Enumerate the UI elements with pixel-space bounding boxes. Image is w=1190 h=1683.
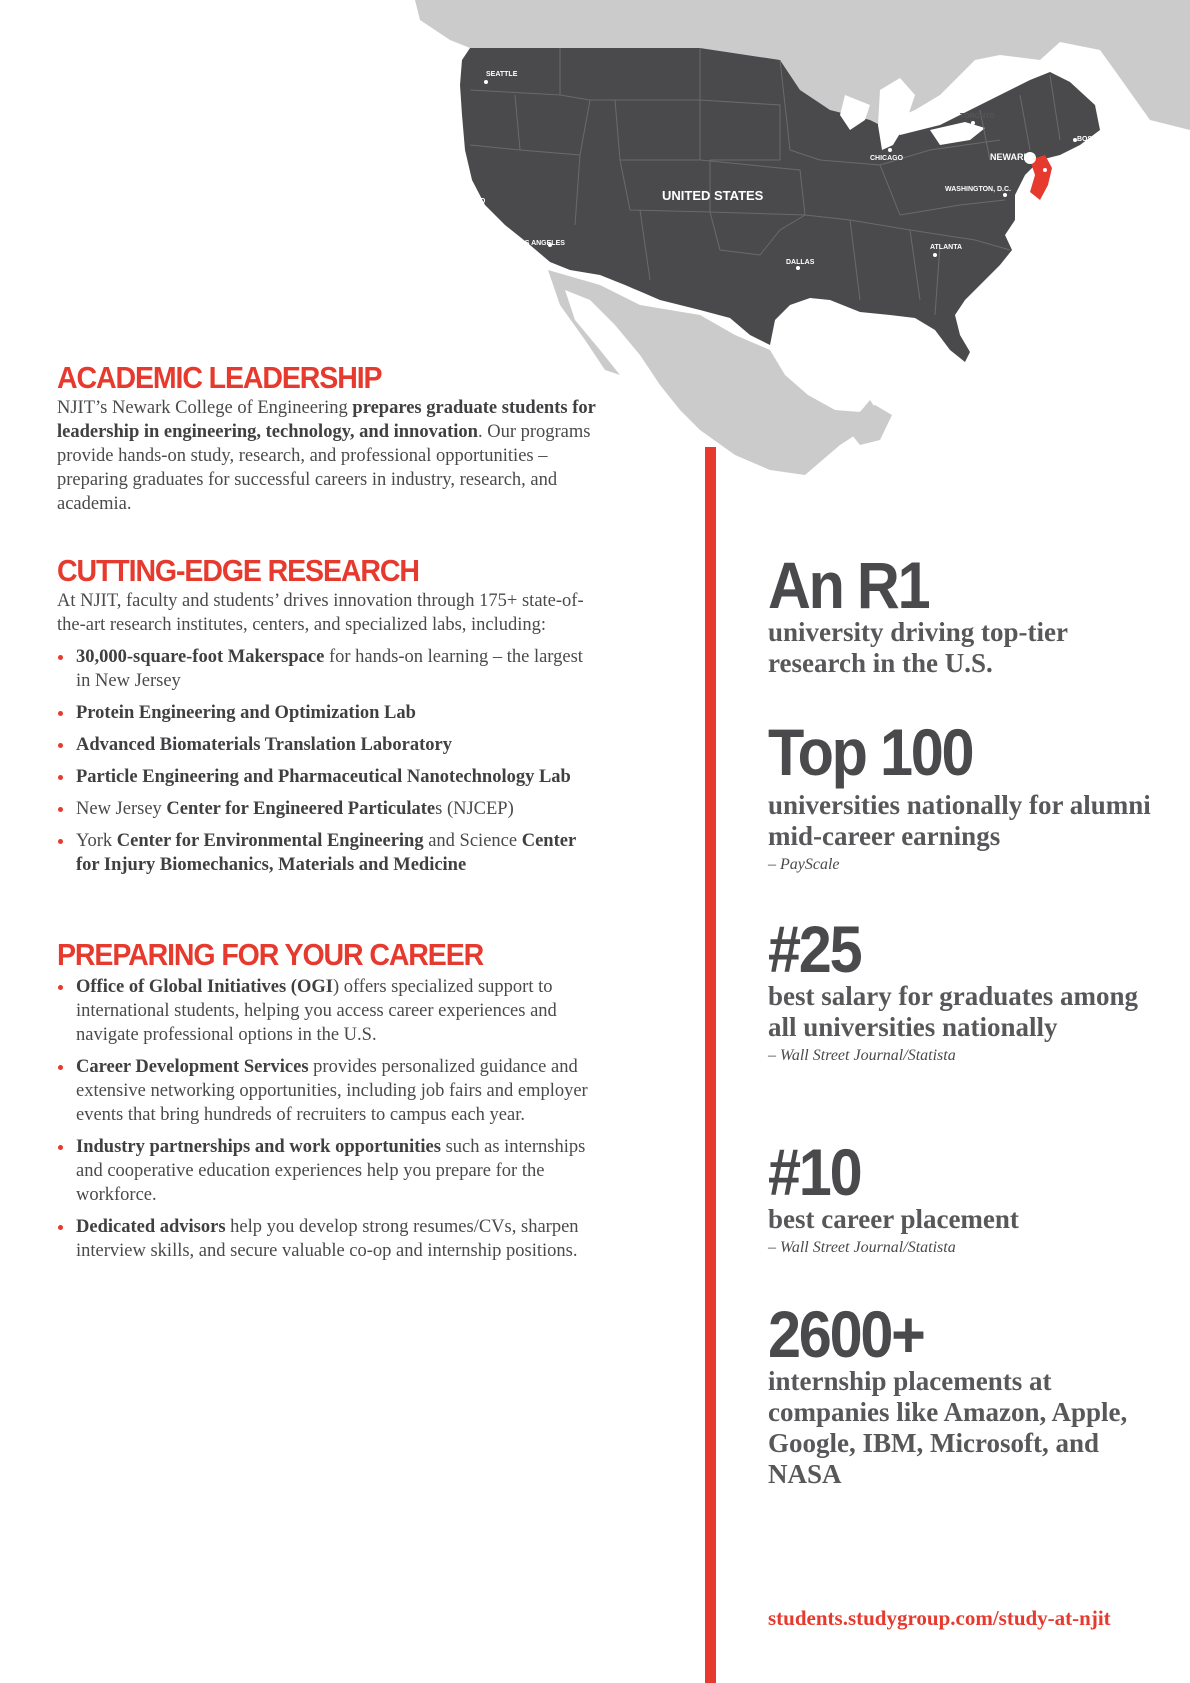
label-new-york: NEW YORK (1060, 156, 1099, 163)
stat-top-100 (768, 715, 1168, 874)
label-united-states: UNITED STATES (662, 188, 764, 203)
list-item: York Center for Environmental Engineering and Science Center for Injury Biomechanics, Materials and Medicine (57, 829, 597, 877)
list-item: 30,000-square-foot Makerspace for hands-on learning – the largest in New Jersey (57, 645, 597, 693)
list-item: Career Development Services provides personalized guidance and extensive networking opportunities, including job fairs and employer events that bring hundreds of recruiters to campus each year. (57, 1055, 597, 1127)
label-boston: BOSTON (1077, 136, 1107, 143)
label-chicago: CHICAGO (870, 155, 904, 162)
stat-description: university driving top-tier research in the U.S. (768, 617, 1068, 678)
stat-description: best career placement (768, 1204, 1019, 1234)
stat-description: internship placements at companies like Amazon, Apple, Google, IBM, Microsoft, and NASA (768, 1366, 1128, 1489)
academic-paragraph: NJIT’s Newark College of Engineering prepares graduate students for leadership in engineering, technology, and innovation. Our programs provide hands-on study, research, and professional opportunities – preparing graduates for successful careers in industry, research, and academia. (57, 398, 596, 514)
section-cutting-edge-research (57, 553, 597, 877)
stat-description: universities nationally for alumni mid-career earnings (768, 790, 1151, 851)
stat-25 (768, 912, 1168, 1065)
label-newark: NEWARK (990, 152, 1030, 162)
stat-source: – PayScale (768, 856, 840, 873)
stat-figure: Top 100 (768, 715, 973, 789)
list-item: Office of Global Initiatives (OGI) offers specialized support to international students, helping you access career experiences and navigate professional options in the U.S. (57, 975, 597, 1047)
career-list (57, 975, 597, 1263)
label-san-francisco: SAN FRANCISCO (427, 198, 486, 205)
stat-figure: An R1 (768, 548, 929, 622)
stat-2600 (768, 1297, 1168, 1490)
stat-r1 (768, 548, 1168, 679)
label-los-angeles: LOS ANGELES (515, 240, 565, 247)
stat-figure: 2600+ (768, 1297, 924, 1371)
label-dallas: DALLAS (786, 259, 815, 266)
section-academic-leadership (57, 360, 597, 516)
research-list (57, 645, 597, 877)
list-item: Particle Engineering and Pharmaceutical Nanotechnology Lab (57, 765, 597, 789)
heading-academic-leadership: ACADEMIC LEADERSHIP (57, 360, 382, 395)
label-atlanta: ATLANTA (930, 244, 963, 251)
label-seattle: SEATTLE (486, 71, 518, 78)
section-preparing-career (57, 937, 597, 1263)
label-washington: WASHINGTON, D.C. (945, 186, 1011, 193)
heading-cutting-edge-research: CUTTING-EDGE RESEARCH (57, 553, 419, 588)
list-item: Protein Engineering and Optimization Lab (57, 701, 597, 725)
stat-source: – Wall Street Journal/Statista (768, 1239, 956, 1256)
label-toronto: TORONTO (960, 113, 995, 120)
list-item: Advanced Biomaterials Translation Laboratory (57, 733, 597, 757)
heading-preparing-career: PREPARING FOR YOUR CAREER (57, 937, 484, 972)
list-item: Dedicated advisors help you develop strong resumes/CVs, sharpen interview skills, and secure valuable co-op and internship positions. (57, 1215, 597, 1263)
research-intro: At NJIT, faculty and students’ drives innovation through 175+ state-of-the-art research institutes, centers, and specialized labs, including: (57, 591, 584, 635)
stat-figure: #10 (768, 1135, 861, 1209)
stat-source: – Wall Street Journal/Statista (768, 1047, 956, 1064)
stat-10 (768, 1135, 1168, 1257)
stat-description: best salary for graduates among all universities nationally (768, 981, 1138, 1042)
stat-figure: #25 (768, 912, 861, 986)
list-item: Industry partnerships and work opportunities such as internships and cooperative education experiences help you prepare for the workforce. (57, 1135, 597, 1207)
list-item: New Jersey Center for Engineered Particulates (NJCEP) (57, 797, 597, 821)
footer-url-link[interactable]: students.studygroup.com/study-at-njit (768, 1606, 1111, 1630)
red-divider-line (705, 447, 716, 1683)
